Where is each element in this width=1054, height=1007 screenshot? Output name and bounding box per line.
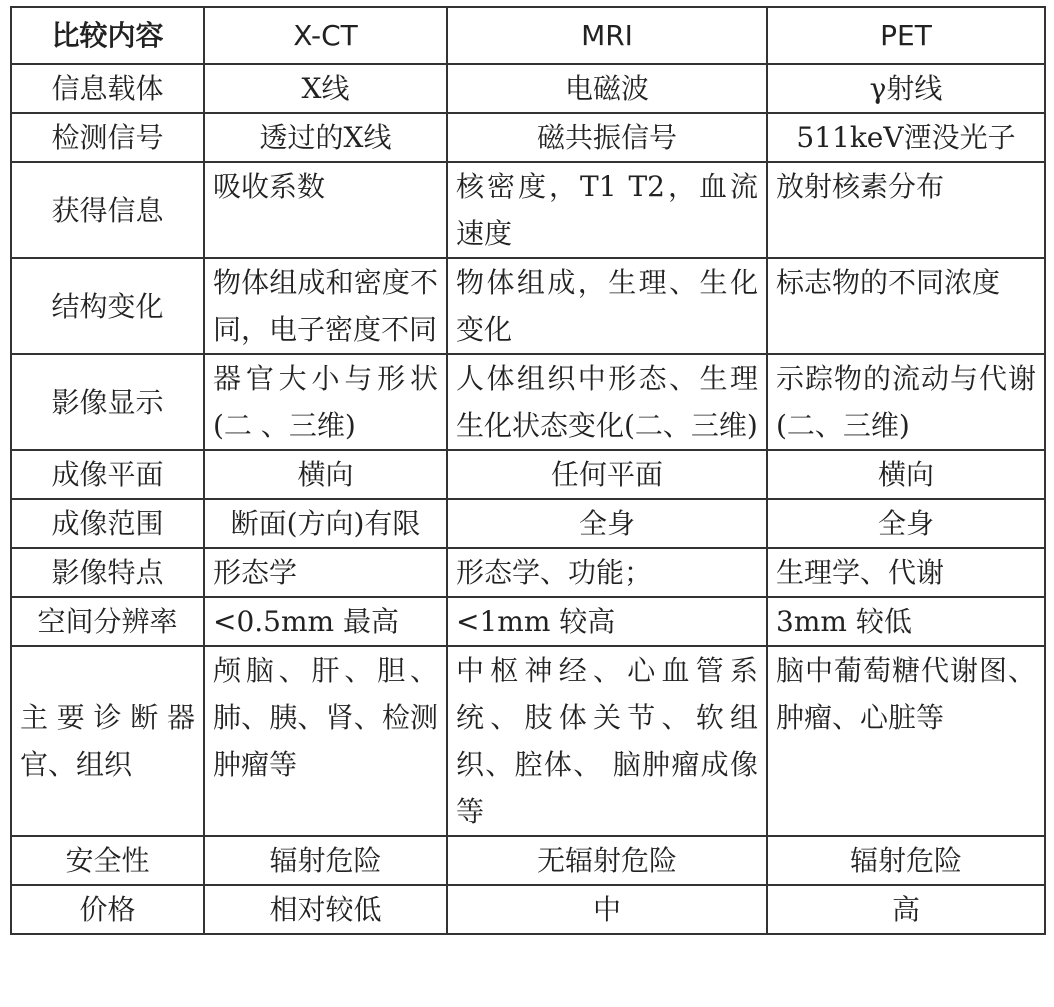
header-compare-content: 比较内容 [11,7,204,64]
mri-cell: 无辐射危险 [447,836,767,885]
row-label: 检测信号 [11,113,204,162]
table-row [11,113,1045,162]
row-label: 空间分辨率 [11,597,204,646]
table-row [11,64,1045,113]
mri-cell: 形态学、功能； [447,548,767,597]
pet-cell: 生理学、代谢 [767,548,1045,597]
row-label: 影像显示 [11,354,204,450]
mri-cell: 中枢神经、心血管系统、肢体关节、软组织、腔体、 脑肿瘤成像等 [447,646,767,836]
pet-cell: 横向 [767,450,1045,499]
comparison-table [10,6,1046,935]
pet-cell: 全身 [767,499,1045,548]
table-row [11,885,1045,934]
xct-cell: 相对较低 [204,885,447,934]
mri-cell: 核密度，T1 T2，血流速度 [447,162,767,258]
mri-cell: 人体组织中形态、生理生化状态变化(二、三维) [447,354,767,450]
pet-cell: 辐射危险 [767,836,1045,885]
pet-cell: γ射线 [767,64,1045,113]
xct-cell: 透过的X线 [204,113,447,162]
mri-cell: 全身 [447,499,767,548]
row-label: 成像平面 [11,450,204,499]
table-row [11,499,1045,548]
pet-cell: 511keV湮没光子 [767,113,1045,162]
table-row [11,836,1045,885]
table-row [11,597,1045,646]
pet-cell: 标志物的不同浓度 [767,258,1045,354]
xct-cell: 物体组成和密度不 同，电子密度不同 [204,258,447,354]
header-pet: PET [767,7,1045,64]
row-label: 获得信息 [11,162,204,258]
xct-cell: 横向 [204,450,447,499]
row-label: 成像范围 [11,499,204,548]
table-row [11,646,1045,836]
row-label: 主要诊断器官、组织 [11,646,204,836]
xct-cell: 形态学 [204,548,447,597]
row-label: 信息载体 [11,64,204,113]
xct-cell: 吸收系数 [204,162,447,258]
header-row [11,7,1045,64]
mri-cell: 磁共振信号 [447,113,767,162]
xct-cell: 器官大小与形状(二 、三维) [204,354,447,450]
pet-cell: 放射核素分布 [767,162,1045,258]
pet-cell: 3mm 较低 [767,597,1045,646]
mri-cell: 物体组成，生理、生化变化 [447,258,767,354]
header-xct: X-CT [204,7,447,64]
table-row [11,162,1045,258]
mri-cell: 任何平面 [447,450,767,499]
xct-cell: X线 [204,64,447,113]
pet-cell: 示踪物的流动与代谢 (二、三维) [767,354,1045,450]
xct-cell: 辐射危险 [204,836,447,885]
row-label: 价格 [11,885,204,934]
row-label: 安全性 [11,836,204,885]
row-label: 影像特点 [11,548,204,597]
pet-cell: 高 [767,885,1045,934]
xct-cell: <0.5mm 最高 [204,597,447,646]
row-label: 结构变化 [11,258,204,354]
table-row [11,548,1045,597]
table-row [11,450,1045,499]
table-row [11,354,1045,450]
table-row [11,258,1045,354]
mri-cell: 电磁波 [447,64,767,113]
header-mri: MRI [447,7,767,64]
xct-cell: 颅脑、肝、胆、肺、胰、肾、检测肿瘤等 [204,646,447,836]
xct-cell: 断面(方向)有限 [204,499,447,548]
pet-cell: 脑中葡萄糖代谢图、肿瘤、心脏等 [767,646,1045,836]
mri-cell: 中 [447,885,767,934]
mri-cell: <1mm 较高 [447,597,767,646]
